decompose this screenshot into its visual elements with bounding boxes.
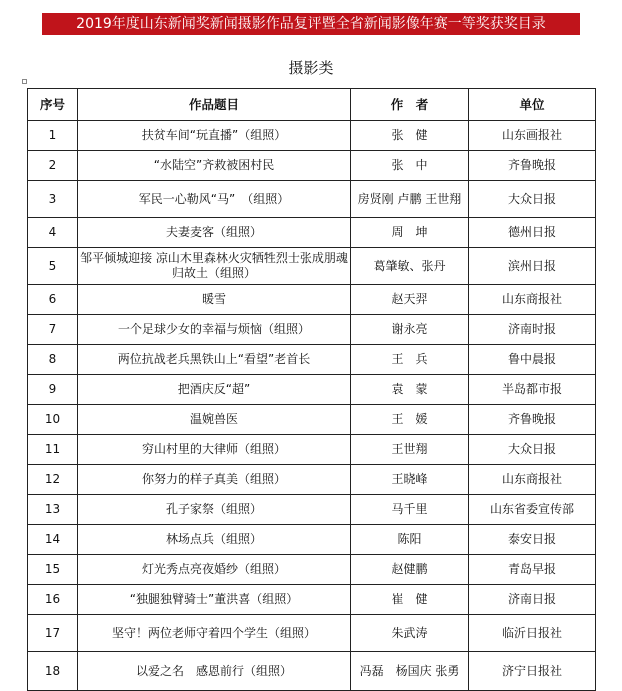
row-unit: 济宁日报社 xyxy=(469,652,596,691)
table-row xyxy=(28,525,596,555)
row-unit: 大众日报 xyxy=(469,435,596,465)
row-author: 陈阳 xyxy=(351,525,469,555)
row-index: 15 xyxy=(28,555,78,585)
row-index: 5 xyxy=(28,248,78,285)
row-index: 3 xyxy=(28,181,78,218)
row-author: 王 媛 xyxy=(351,405,469,435)
row-index: 2 xyxy=(28,151,78,181)
row-title: 坚守！两位老师守着四个学生（组照） xyxy=(78,615,351,652)
table-row xyxy=(28,218,596,248)
row-unit: 济南日报 xyxy=(469,585,596,615)
document-banner-title: 2019年度山东新闻奖新闻摄影作品复评暨全省新闻影像年赛一等奖获奖目录 xyxy=(42,13,580,35)
table-header-row xyxy=(28,89,596,121)
row-author: 王世翔 xyxy=(351,435,469,465)
row-author: 房贤刚 卢鹏 王世翔 xyxy=(351,181,469,218)
row-title: 扶贫车间“玩直播”（组照） xyxy=(78,121,351,151)
row-unit: 半岛都市报 xyxy=(469,375,596,405)
row-author: 张 中 xyxy=(351,151,469,181)
table-row xyxy=(28,345,596,375)
table-row xyxy=(28,248,596,285)
table-row xyxy=(28,495,596,525)
row-title: 林场点兵（组照） xyxy=(78,525,351,555)
row-author: 朱武涛 xyxy=(351,615,469,652)
row-unit: 山东省委宣传部 xyxy=(469,495,596,525)
row-index: 17 xyxy=(28,615,78,652)
header-index: 序号 xyxy=(28,89,78,121)
row-index: 13 xyxy=(28,495,78,525)
row-unit: 山东商报社 xyxy=(469,285,596,315)
row-index: 18 xyxy=(28,652,78,691)
row-unit: 德州日报 xyxy=(469,218,596,248)
award-table xyxy=(27,88,596,691)
row-unit: 山东商报社 xyxy=(469,465,596,495)
table-row xyxy=(28,585,596,615)
table-row xyxy=(28,285,596,315)
row-author: 周 坤 xyxy=(351,218,469,248)
row-index: 8 xyxy=(28,345,78,375)
row-unit: 齐鲁晚报 xyxy=(469,151,596,181)
row-unit: 济南时报 xyxy=(469,315,596,345)
row-author: 马千里 xyxy=(351,495,469,525)
row-author: 王晓峰 xyxy=(351,465,469,495)
row-unit: 泰安日报 xyxy=(469,525,596,555)
row-title: 你努力的样子真美（组照） xyxy=(78,465,351,495)
row-author: 王 兵 xyxy=(351,345,469,375)
table-row xyxy=(28,435,596,465)
table-row xyxy=(28,181,596,218)
row-title: “水陆空”齐救被困村民 xyxy=(78,151,351,181)
row-unit: 滨州日报 xyxy=(469,248,596,285)
row-title: 孔子家祭（组照） xyxy=(78,495,351,525)
table-row xyxy=(28,315,596,345)
row-unit: 大众日报 xyxy=(469,181,596,218)
row-index: 1 xyxy=(28,121,78,151)
table-row xyxy=(28,555,596,585)
table-row xyxy=(28,121,596,151)
row-title: 灯光秀点亮夜婚纱（组照） xyxy=(78,555,351,585)
row-author: 葛肇敏、张丹 xyxy=(351,248,469,285)
row-author: 赵健鹏 xyxy=(351,555,469,585)
row-title: 以爱之名 感恩前行（组照） xyxy=(78,652,351,691)
row-index: 14 xyxy=(28,525,78,555)
row-title: 穷山村里的大律师（组照） xyxy=(78,435,351,465)
row-unit: 临沂日报社 xyxy=(469,615,596,652)
header-unit: 单位 xyxy=(469,89,596,121)
row-index: 12 xyxy=(28,465,78,495)
row-title: 暖雪 xyxy=(78,285,351,315)
row-title: 把酒庆反“超” xyxy=(78,375,351,405)
table-row xyxy=(28,151,596,181)
row-title: 邹平倾城迎接 凉山木里森林火灾牺牲烈士张成朋魂归故土（组照） xyxy=(78,248,351,285)
row-author: 张 健 xyxy=(351,121,469,151)
row-author: 谢永亮 xyxy=(351,315,469,345)
row-index: 10 xyxy=(28,405,78,435)
row-unit: 鲁中晨报 xyxy=(469,345,596,375)
header-author: 作 者 xyxy=(351,89,469,121)
row-author: 赵天羿 xyxy=(351,285,469,315)
row-index: 11 xyxy=(28,435,78,465)
header-title: 作品题目 xyxy=(78,89,351,121)
row-title: 一个足球少女的幸福与烦恼（组照） xyxy=(78,315,351,345)
row-title: 两位抗战老兵黑铁山上“看望”老首长 xyxy=(78,345,351,375)
row-index: 9 xyxy=(28,375,78,405)
row-title: 夫妻麦客（组照） xyxy=(78,218,351,248)
row-title: “独腿独臂骑士”董洪喜（组照） xyxy=(78,585,351,615)
row-unit: 齐鲁晚报 xyxy=(469,405,596,435)
row-index: 16 xyxy=(28,585,78,615)
row-title: 军民一心勒风“马” （组照） xyxy=(78,181,351,218)
table-anchor-marker xyxy=(22,79,27,84)
document-subtitle: 摄影类 xyxy=(288,59,334,77)
row-index: 4 xyxy=(28,218,78,248)
row-unit: 青岛早报 xyxy=(469,555,596,585)
row-author: 袁 蒙 xyxy=(351,375,469,405)
table-row xyxy=(28,405,596,435)
row-author: 冯磊 杨国庆 张勇 xyxy=(351,652,469,691)
row-title: 温婉兽医 xyxy=(78,405,351,435)
table-row xyxy=(28,375,596,405)
table-row xyxy=(28,465,596,495)
row-unit: 山东画报社 xyxy=(469,121,596,151)
table-row xyxy=(28,615,596,652)
row-index: 7 xyxy=(28,315,78,345)
row-index: 6 xyxy=(28,285,78,315)
row-author: 崔 健 xyxy=(351,585,469,615)
